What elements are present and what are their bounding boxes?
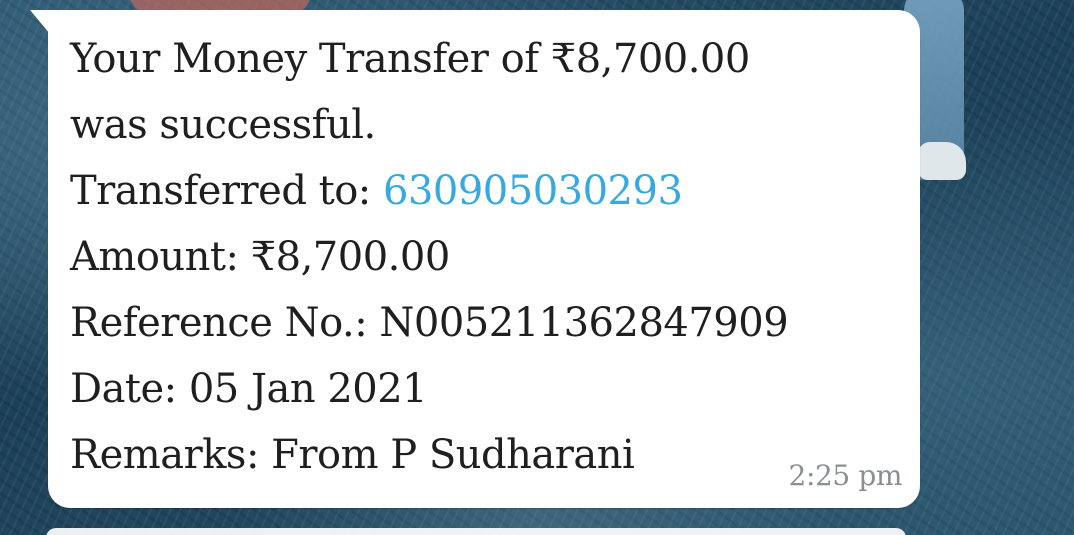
transferred-to-account-link[interactable]: 630905030293: [383, 168, 683, 214]
reference-value: N005211362847909: [379, 300, 789, 346]
message-timestamp: 2:25 pm: [788, 459, 902, 492]
amount-row: [70, 224, 790, 290]
remarks-label: Remarks:: [70, 432, 272, 478]
message-bubble-tail: [30, 10, 50, 34]
transfer-suffix: was successful.: [70, 102, 376, 148]
reference-row: [70, 290, 790, 356]
transferred-to-row: [70, 158, 790, 224]
remarks-row: [70, 422, 790, 488]
date-value: 05 Jan 2021: [188, 366, 428, 412]
remarks-value: From P Sudharani: [271, 432, 635, 478]
wallpaper-shoe: [918, 142, 966, 180]
next-message-bubble-edge: [46, 528, 906, 535]
transfer-amount: ₹8,700.00: [550, 36, 750, 82]
transferred-to-label: Transferred to:: [70, 168, 383, 214]
amount-label: Amount:: [70, 234, 251, 280]
transfer-summary: [70, 26, 790, 158]
date-row: [70, 356, 790, 422]
reference-label: Reference No.:: [70, 300, 380, 346]
transfer-prefix: Your Money Transfer of: [70, 36, 551, 82]
amount-value: ₹8,700.00: [250, 234, 450, 280]
message-text: [70, 26, 790, 488]
message-bubble[interactable]: [48, 10, 920, 508]
date-label: Date:: [70, 366, 189, 412]
